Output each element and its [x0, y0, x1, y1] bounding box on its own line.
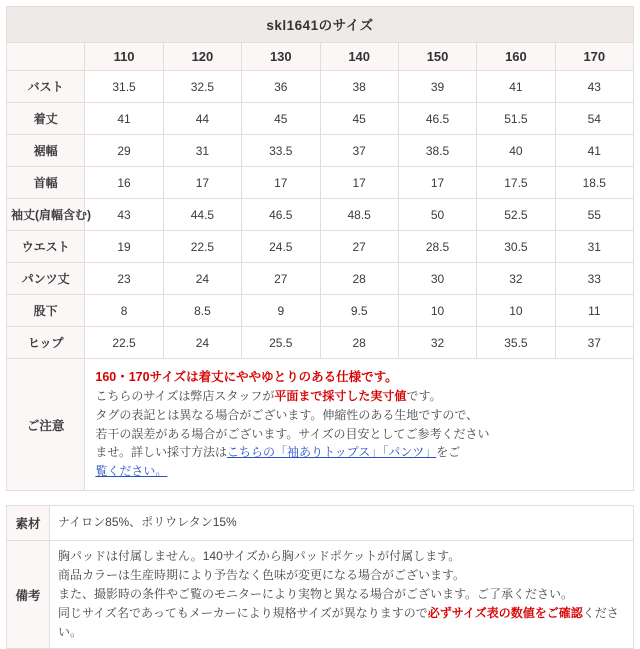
notice-line-3: タグの表記とは異なる場合がございます。伸縮性のある生地ですので、: [95, 407, 479, 422]
cell-bust-150: 39: [398, 71, 476, 103]
remarks-line-4-red: 必ずサイズ表の数値をご確認: [427, 606, 583, 621]
cell-hip-140: 28: [320, 327, 398, 359]
cell-bust-120: 32.5: [163, 71, 241, 103]
cell-waist-130: 24.5: [242, 231, 320, 263]
cell-length-140: 45: [320, 103, 398, 135]
notice-line-4: 若干の誤差がある場合がございます。サイズの目安としてご参考ください: [95, 426, 490, 441]
cell-inseam-140: 9.5: [320, 295, 398, 327]
cell-pants-160: 32: [477, 263, 555, 295]
cell-inseam-150: 10: [398, 295, 476, 327]
notice-line-5a: ませ。詳しい採寸方法は: [95, 445, 228, 460]
cell-length-160: 51.5: [477, 103, 555, 135]
cell-pants-120: 24: [163, 263, 241, 295]
notice-label: ご注意: [7, 359, 85, 491]
row-label-neck-width: 首幅: [7, 167, 85, 199]
measurement-guide-link[interactable]: こちらの「袖ありトップス」「パンツ」: [227, 445, 437, 460]
cell-length-150: 46.5: [398, 103, 476, 135]
table-row: [7, 199, 634, 231]
size-table: [6, 6, 634, 491]
size-header-150: 150: [398, 43, 476, 71]
cell-bust-130: 36: [242, 71, 320, 103]
remarks-line-4a: 同じサイズ名であってもメーカーにより規格サイズが異なりますので: [58, 606, 428, 621]
table-row: [7, 135, 634, 167]
remarks-line-4: [58, 604, 625, 642]
cell-hem-130: 33.5: [242, 135, 320, 167]
cell-hem-150: 38.5: [398, 135, 476, 167]
cell-inseam-170: 11: [555, 295, 633, 327]
row-label-inseam: 股下: [7, 295, 85, 327]
cell-hip-110: 22.5: [85, 327, 163, 359]
cell-neck-170: 18.5: [555, 167, 633, 199]
notice-line-5b: をご: [436, 445, 461, 460]
cell-inseam-160: 10: [477, 295, 555, 327]
size-header-130: 130: [242, 43, 320, 71]
cell-neck-140: 17: [320, 167, 398, 199]
cell-length-110: 41: [85, 103, 163, 135]
cell-waist-120: 22.5: [163, 231, 241, 263]
size-header-170: 170: [555, 43, 633, 71]
cell-hip-130: 25.5: [242, 327, 320, 359]
row-label-hem-width: 裾幅: [7, 135, 85, 167]
table-row: [7, 71, 634, 103]
cell-hem-120: 31: [163, 135, 241, 167]
cell-pants-170: 33: [555, 263, 633, 295]
remarks-row: [7, 540, 634, 649]
cell-sleeve-170: 55: [555, 199, 633, 231]
notice-line-2a: こちらのサイズは弊店スタッフが: [95, 389, 275, 404]
cell-neck-160: 17.5: [477, 167, 555, 199]
cell-inseam-130: 9: [242, 295, 320, 327]
cell-sleeve-140: 48.5: [320, 199, 398, 231]
cell-waist-140: 27: [320, 231, 398, 263]
cell-waist-170: 31: [555, 231, 633, 263]
row-label-pants-length: パンツ丈: [7, 263, 85, 295]
cell-hem-160: 40: [477, 135, 555, 167]
material-value: ナイロン85%、ポリウレタン15%: [50, 506, 634, 540]
cell-waist-160: 30.5: [477, 231, 555, 263]
cell-length-170: 54: [555, 103, 633, 135]
cell-pants-130: 27: [242, 263, 320, 295]
notice-line-6: [95, 462, 623, 481]
remarks-line-2: 商品カラーは生産時期により予告なく色味が変更になる場合がございます。: [58, 567, 466, 582]
notice-row: [7, 359, 634, 491]
cell-inseam-110: 8: [85, 295, 163, 327]
remarks-line-1: 胸パッドは付属しません。140サイズから胸パッドポケットが付属します。: [58, 548, 461, 563]
row-label-sleeve: 袖丈(肩幅含む): [7, 199, 85, 231]
table-row: [7, 263, 634, 295]
notice-line-2: [95, 387, 623, 406]
cell-sleeve-150: 50: [398, 199, 476, 231]
notice-line-2b: です。: [406, 389, 442, 404]
remarks-value: [50, 540, 634, 649]
table-row: [7, 295, 634, 327]
cell-waist-150: 28.5: [398, 231, 476, 263]
cell-bust-160: 41: [477, 71, 555, 103]
cell-neck-110: 16: [85, 167, 163, 199]
row-label-waist: ウエスト: [7, 231, 85, 263]
cell-pants-150: 30: [398, 263, 476, 295]
page-title: skl1641のサイズ: [7, 7, 634, 43]
material-row: [7, 506, 634, 540]
measurement-guide-link-continued[interactable]: 覧ください。: [95, 463, 168, 478]
cell-hip-120: 24: [163, 327, 241, 359]
section-divider: [6, 491, 634, 505]
row-label-length: 着丈: [7, 103, 85, 135]
row-label-bust: バスト: [7, 71, 85, 103]
table-title-row: [7, 7, 634, 43]
size-header-120: 120: [163, 43, 241, 71]
cell-hem-140: 37: [320, 135, 398, 167]
cell-bust-110: 31.5: [85, 71, 163, 103]
cell-sleeve-160: 52.5: [477, 199, 555, 231]
notice-line-5: [95, 443, 623, 462]
cell-hem-110: 29: [85, 135, 163, 167]
remarks-line-4b: ください。: [58, 606, 619, 640]
table-row: [7, 327, 634, 359]
cell-sleeve-120: 44.5: [163, 199, 241, 231]
table-row: [7, 167, 634, 199]
cell-sleeve-130: 46.5: [242, 199, 320, 231]
cell-neck-150: 17: [398, 167, 476, 199]
product-info-table: [6, 505, 634, 649]
cell-bust-170: 43: [555, 71, 633, 103]
table-header-row: [7, 43, 634, 71]
cell-inseam-120: 8.5: [163, 295, 241, 327]
cell-length-130: 45: [242, 103, 320, 135]
cell-waist-110: 19: [85, 231, 163, 263]
cell-sleeve-110: 43: [85, 199, 163, 231]
cell-pants-110: 23: [85, 263, 163, 295]
cell-neck-130: 17: [242, 167, 320, 199]
cell-hem-170: 41: [555, 135, 633, 167]
cell-hip-150: 32: [398, 327, 476, 359]
cell-hip-160: 35.5: [477, 327, 555, 359]
header-corner-cell: [7, 43, 85, 71]
cell-bust-140: 38: [320, 71, 398, 103]
size-header-160: 160: [477, 43, 555, 71]
notice-line-2-red: 平面まで採寸した実寸値: [274, 389, 407, 404]
cell-length-120: 44: [163, 103, 241, 135]
material-label: 素材: [7, 506, 50, 540]
size-header-140: 140: [320, 43, 398, 71]
table-row: [7, 231, 634, 263]
remarks-label: 備考: [7, 540, 50, 649]
table-row: [7, 103, 634, 135]
cell-hip-170: 37: [555, 327, 633, 359]
row-label-hip: ヒップ: [7, 327, 85, 359]
size-header-110: 110: [85, 43, 163, 71]
cell-pants-140: 28: [320, 263, 398, 295]
cell-neck-120: 17: [163, 167, 241, 199]
notice-headline: 160・170サイズは着丈にややゆとりのある仕様です。: [95, 370, 398, 384]
notice-body: [85, 359, 634, 491]
remarks-line-3: また、撮影時の条件やご覧のモニターにより実物と異なる場合がございます。ご了承ください。: [58, 586, 574, 601]
